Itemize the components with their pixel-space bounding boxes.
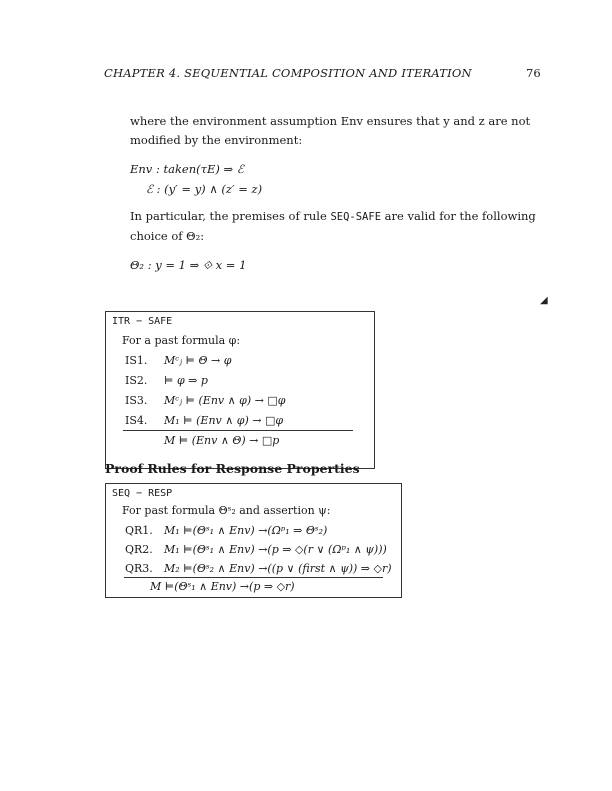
premise-label: IS2.: [125, 374, 148, 387]
env-definition: Env : taken(τE) ⇒ ℰ: [130, 162, 244, 176]
page-number: 76: [526, 66, 541, 80]
rule-intro: For past formula Θˢ₂ and assertion ψ:: [122, 504, 331, 517]
paragraph-premises: [130, 207, 545, 246]
premise-label: IS4.: [125, 414, 148, 427]
premise-label: QR2.: [125, 543, 153, 556]
premise-label: QR1.: [125, 524, 153, 537]
running-head: CHAPTER 4. SEQUENTIAL COMPOSITION AND ITERATION: [104, 66, 472, 80]
premise-label: IS3.: [125, 394, 148, 407]
premise-formula: M₁ ⊨(Θˢ₁ ∧ Env) →(Ωᵖ₁ ⇒ Θˢ₂): [164, 524, 328, 537]
rule-name: SEQ − RESP: [112, 488, 173, 499]
premise-label: IS1.: [125, 354, 148, 367]
rule-reference-seq-safe: SEQ-SAFE: [330, 211, 382, 223]
inference-line: [123, 430, 353, 431]
paragraph-premises-suffix: are valid for the following choice of Θ₂:: [130, 209, 536, 243]
premise-label: QR3.: [125, 562, 153, 575]
rule-box-seq-resp: [105, 483, 402, 598]
paragraph-env-intro: where the environment assumption Env ensures that y and z are not modified by the environment:: [130, 114, 531, 147]
premise-formula: M₂ ⊨(Θˢ₂ ∧ Env) →((p ∨ (first ∧ ψ)) ⇒ ◇r): [164, 562, 392, 575]
scan-mark-icon: ◢: [540, 295, 548, 306]
premise-formula: Mᶜⱼ ⊨ Θ → φ: [164, 354, 232, 367]
premise-row: [125, 394, 285, 407]
paragraph-premises-prefix: In particular, the premises of rule: [130, 209, 331, 223]
section-heading: Proof Rules for Response Properties: [105, 461, 360, 476]
premise-formula: ⊨ φ ⇒ p: [164, 374, 208, 387]
theta2-formula: Θ₂ : y = 1 ⇒ ⟐ x = 1: [130, 258, 247, 272]
premise-row: [125, 562, 392, 575]
premise-row: [125, 354, 231, 367]
premise-formula: M₁ ⊨(Θˢ₁ ∧ Env) →(p ⇒ ◇(r ∨ (Ωᵖ₁ ∧ ψ))): [164, 543, 387, 556]
premise-row: [125, 524, 327, 537]
premise-row: [125, 414, 283, 427]
premise-row: [125, 543, 387, 556]
inference-line: [124, 577, 383, 578]
premise-formula: M₁ ⊨ (Env ∧ φ) → □φ: [164, 414, 284, 427]
rule-conclusion: M ⊨ (Env ∧ Θ) → □p: [164, 434, 280, 447]
rule-conclusion: M ⊨(Θˢ₁ ∧ Env) →(p ⇒ ◇r): [150, 580, 295, 593]
premise-row: [125, 374, 208, 387]
rule-intro: For a past formula φ:: [122, 334, 241, 347]
rule-name: ITR − SAFE: [112, 316, 173, 327]
e-definition: ℰ : (y′ = y) ∧ (z′ = z): [146, 182, 263, 196]
premise-formula: Mᶜⱼ ⊨ (Env ∧ φ) → □φ: [164, 394, 286, 407]
rule-box-itr-safe: [105, 311, 375, 469]
